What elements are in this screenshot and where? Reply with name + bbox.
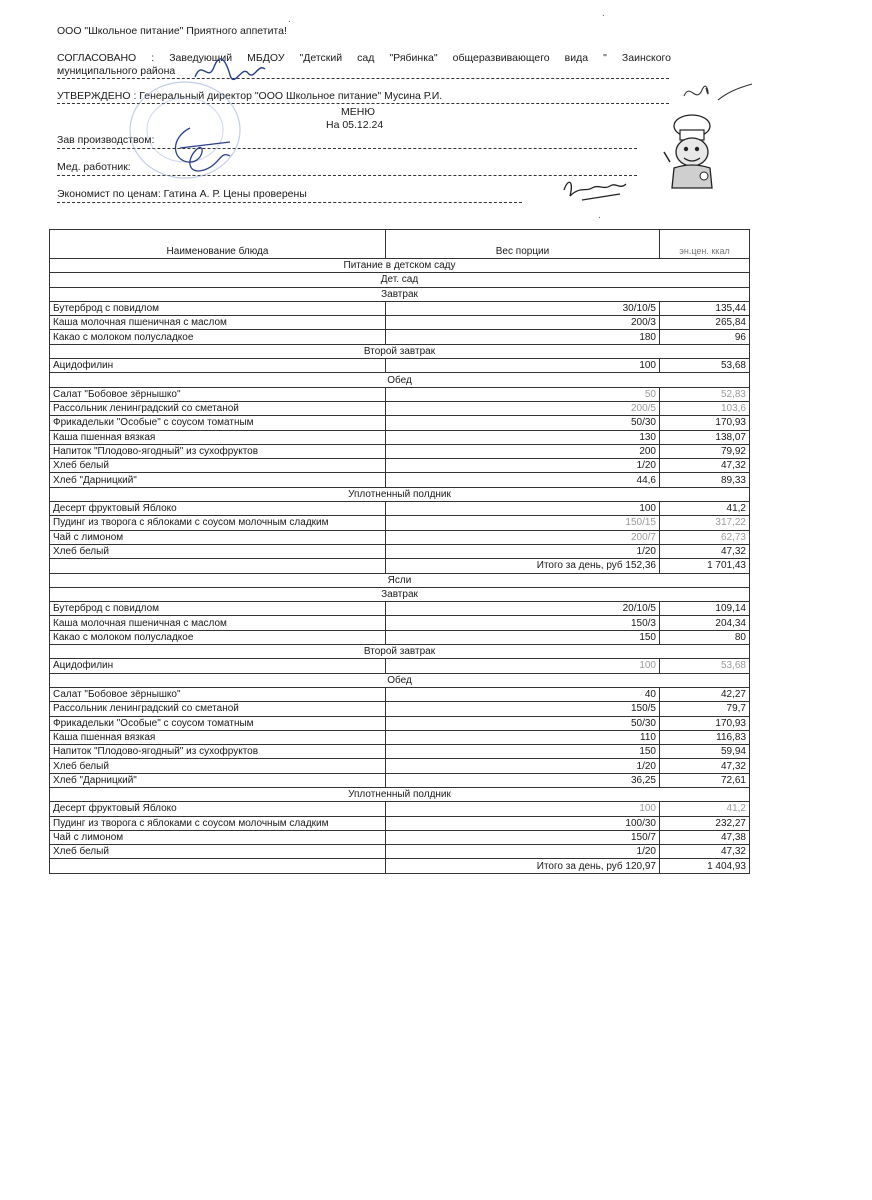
table-row	[50, 602, 750, 616]
section-row	[50, 787, 750, 801]
dish-kcal: 265,84	[660, 316, 750, 330]
section-row	[50, 573, 750, 587]
section-row	[50, 287, 750, 301]
dish-name: Каша пшенная вязкая	[50, 730, 386, 744]
dish-weight: 200/7	[386, 530, 660, 544]
signature-icon	[160, 120, 250, 180]
total-spacer	[50, 559, 386, 573]
section-row	[50, 259, 750, 273]
section-row	[50, 273, 750, 287]
signature-icon	[560, 176, 630, 206]
dish-weight: 150	[386, 630, 660, 644]
section-label: Второй завтрак	[50, 645, 750, 659]
dish-kcal: 170,93	[660, 716, 750, 730]
dish-weight: 110	[386, 730, 660, 744]
section-label: Завтрак	[50, 587, 750, 601]
dish-weight: 100	[386, 359, 660, 373]
dish-name: Ацидофилин	[50, 659, 386, 673]
table-row	[50, 745, 750, 759]
section-row	[50, 373, 750, 387]
table-row	[50, 330, 750, 344]
dish-name: Напиток "Плодово-ягодный" из сухофруктов	[50, 745, 386, 759]
dish-weight: 150/3	[386, 616, 660, 630]
confirmed-line: УТВЕРЖДЕНО : Генеральный директор "ООО Школьное питание" Мусина Р.И.	[57, 90, 443, 102]
dish-name: Фрикадельки "Особые" с соусом томатным	[50, 416, 386, 430]
economist-line: Экономист по ценам: Гатина А. Р. Цены проверены	[57, 188, 307, 200]
dish-name: Хлеб "Дарницкий"	[50, 773, 386, 787]
dish-kcal: 79,92	[660, 444, 750, 458]
dish-weight: 100	[386, 659, 660, 673]
dish-weight: 200	[386, 444, 660, 458]
dish-weight: 20/10/5	[386, 602, 660, 616]
dish-name: Салат "Бобовое зёрнышко"	[50, 387, 386, 401]
dish-name: Десерт фруктовый Яблоко	[50, 502, 386, 516]
scan-speck: .	[598, 210, 601, 221]
total-spacer	[50, 859, 386, 873]
section-label: Дет. сад	[50, 273, 750, 287]
dish-weight: 50/30	[386, 716, 660, 730]
table-row	[50, 387, 750, 401]
dish-kcal: 47,32	[660, 544, 750, 558]
section-label: Обед	[50, 673, 750, 687]
dish-name: Каша молочная пшеничная с маслом	[50, 316, 386, 330]
dish-kcal: 41,2	[660, 802, 750, 816]
table-row	[50, 773, 750, 787]
dish-weight: 100/30	[386, 816, 660, 830]
dish-kcal: 103,6	[660, 401, 750, 415]
table-row	[50, 544, 750, 558]
table-row	[50, 444, 750, 458]
dish-name: Десерт фруктовый Яблоко	[50, 802, 386, 816]
dish-name: Фрикадельки "Особые" с соусом томатным	[50, 716, 386, 730]
table-row	[50, 730, 750, 744]
dish-weight: 150/15	[386, 516, 660, 530]
signature-icon	[680, 78, 760, 112]
dish-name: Рассольник ленинградский со сметаной	[50, 401, 386, 415]
table-row	[50, 630, 750, 644]
company-line: ООО "Школьное питание" Приятного аппетита!	[57, 25, 287, 37]
table-row	[50, 845, 750, 859]
dish-kcal: 116,83	[660, 730, 750, 744]
dish-name: Ацидофилин	[50, 359, 386, 373]
dish-name: Какао с молоком полусладкое	[50, 330, 386, 344]
dish-weight: 100	[386, 802, 660, 816]
table-row	[50, 516, 750, 530]
total-row	[50, 859, 750, 873]
economist-underline	[57, 202, 522, 203]
dish-kcal: 47,38	[660, 830, 750, 844]
menu-table-body	[50, 230, 750, 874]
dish-kcal: 80	[660, 630, 750, 644]
dish-kcal: 62,73	[660, 530, 750, 544]
total-label: Итого за день, руб 120,97	[386, 859, 660, 873]
dish-name: Хлеб белый	[50, 845, 386, 859]
table-row	[50, 830, 750, 844]
dish-name: Хлеб белый	[50, 759, 386, 773]
dish-kcal: 79,7	[660, 702, 750, 716]
dish-name: Какао с молоком полусладкое	[50, 630, 386, 644]
dish-kcal: 170,93	[660, 416, 750, 430]
section-label: Питание в детском саду	[50, 259, 750, 273]
dish-weight: 200/5	[386, 401, 660, 415]
dish-kcal: 135,44	[660, 301, 750, 315]
dish-name: Каша молочная пшеничная с маслом	[50, 616, 386, 630]
dish-name: Хлеб белый	[50, 544, 386, 558]
menu-title: МЕНЮ	[341, 106, 375, 118]
section-label: Уплотненный полдник	[50, 787, 750, 801]
section-label: Ясли	[50, 573, 750, 587]
dish-kcal: 109,14	[660, 602, 750, 616]
signature-icon	[190, 55, 270, 85]
table-row	[50, 359, 750, 373]
dish-name: Бутерброд с повидлом	[50, 602, 386, 616]
dish-weight: 150/5	[386, 702, 660, 716]
dish-weight: 30/10/5	[386, 301, 660, 315]
dish-name: Пудинг из творога с яблоками с соусом молочным сладким	[50, 816, 386, 830]
dish-kcal: 47,32	[660, 845, 750, 859]
section-row	[50, 645, 750, 659]
dish-weight: 1/20	[386, 845, 660, 859]
dish-kcal: 317,22	[660, 516, 750, 530]
approved-line-2: муниципального района	[57, 65, 176, 77]
dish-kcal: 42,27	[660, 687, 750, 701]
total-row	[50, 559, 750, 573]
table-row	[50, 759, 750, 773]
dish-weight: 150/7	[386, 830, 660, 844]
dish-kcal: 59,94	[660, 745, 750, 759]
menu-date: На 05.12.24	[326, 119, 384, 131]
table-row	[50, 816, 750, 830]
total-label: Итого за день, руб 152,36	[386, 559, 660, 573]
dish-name: Рассольник ленинградский со сметаной	[50, 702, 386, 716]
dish-kcal: 89,33	[660, 473, 750, 487]
dish-kcal: 96	[660, 330, 750, 344]
dish-kcal: 72,61	[660, 773, 750, 787]
dish-weight: 40	[386, 687, 660, 701]
dish-weight: 100	[386, 502, 660, 516]
dish-kcal: 53,68	[660, 359, 750, 373]
menu-table	[49, 229, 750, 874]
dish-name: Чай с лимоном	[50, 830, 386, 844]
dish-kcal: 204,34	[660, 616, 750, 630]
dish-weight: 50/30	[386, 416, 660, 430]
dish-weight: 1/20	[386, 544, 660, 558]
table-row	[50, 459, 750, 473]
table-header-row	[50, 230, 750, 259]
total-kcal: 1 404,93	[660, 859, 750, 873]
dish-weight: 1/20	[386, 759, 660, 773]
approved-line-1: СОГЛАСОВАНО : Заведующий МБДОУ "Детский сад "Рябинка" общеразвивающего вида " Заинского	[57, 52, 671, 64]
table-row	[50, 659, 750, 673]
dish-weight: 180	[386, 330, 660, 344]
dish-name: Каша пшенная вязкая	[50, 430, 386, 444]
table-row	[50, 530, 750, 544]
column-header-weight: Вес порции	[386, 230, 660, 259]
production-head-label: Зав производством:	[57, 134, 155, 146]
dish-weight: 200/3	[386, 316, 660, 330]
medic-label: Мед. работник:	[57, 161, 131, 173]
table-row	[50, 702, 750, 716]
dish-kcal: 47,32	[660, 759, 750, 773]
dish-name: Бутерброд с повидлом	[50, 301, 386, 315]
dish-kcal: 41,2	[660, 502, 750, 516]
dish-name: Салат "Бобовое зёрнышко"	[50, 687, 386, 701]
dish-weight: 36,25	[386, 773, 660, 787]
table-row	[50, 430, 750, 444]
dish-name: Чай с лимоном	[50, 530, 386, 544]
section-row	[50, 587, 750, 601]
column-header-kcal: эн.цен. ккал	[660, 230, 750, 259]
table-row	[50, 316, 750, 330]
scan-speck: .	[602, 8, 605, 19]
section-row	[50, 344, 750, 358]
dish-kcal: 138,07	[660, 430, 750, 444]
section-label: Второй завтрак	[50, 344, 750, 358]
dish-name: Хлеб белый	[50, 459, 386, 473]
table-row	[50, 401, 750, 415]
section-label: Обед	[50, 373, 750, 387]
dish-name: Пудинг из творога с яблоками с соусом молочным сладким	[50, 516, 386, 530]
scan-speck: .	[288, 14, 291, 25]
table-row	[50, 416, 750, 430]
total-kcal: 1 701,43	[660, 559, 750, 573]
dish-kcal: 232,27	[660, 816, 750, 830]
dish-weight: 44,6	[386, 473, 660, 487]
dish-weight: 150	[386, 745, 660, 759]
section-row	[50, 673, 750, 687]
dish-name: Хлеб "Дарницкий"	[50, 473, 386, 487]
dish-name: Напиток "Плодово-ягодный" из сухофруктов	[50, 444, 386, 458]
section-label: Уплотненный полдник	[50, 487, 750, 501]
dish-kcal: 53,68	[660, 659, 750, 673]
dish-kcal: 47,32	[660, 459, 750, 473]
dish-kcal: 52,83	[660, 387, 750, 401]
table-row	[50, 473, 750, 487]
dish-weight: 1/20	[386, 459, 660, 473]
section-row	[50, 487, 750, 501]
chef-logo-icon	[660, 112, 726, 192]
dish-weight: 130	[386, 430, 660, 444]
section-label: Завтрак	[50, 287, 750, 301]
table-row	[50, 301, 750, 315]
dish-weight: 50	[386, 387, 660, 401]
table-row	[50, 616, 750, 630]
table-row	[50, 687, 750, 701]
column-header-dish: Наименование блюда	[50, 230, 386, 259]
table-row	[50, 716, 750, 730]
table-row	[50, 502, 750, 516]
table-row	[50, 802, 750, 816]
